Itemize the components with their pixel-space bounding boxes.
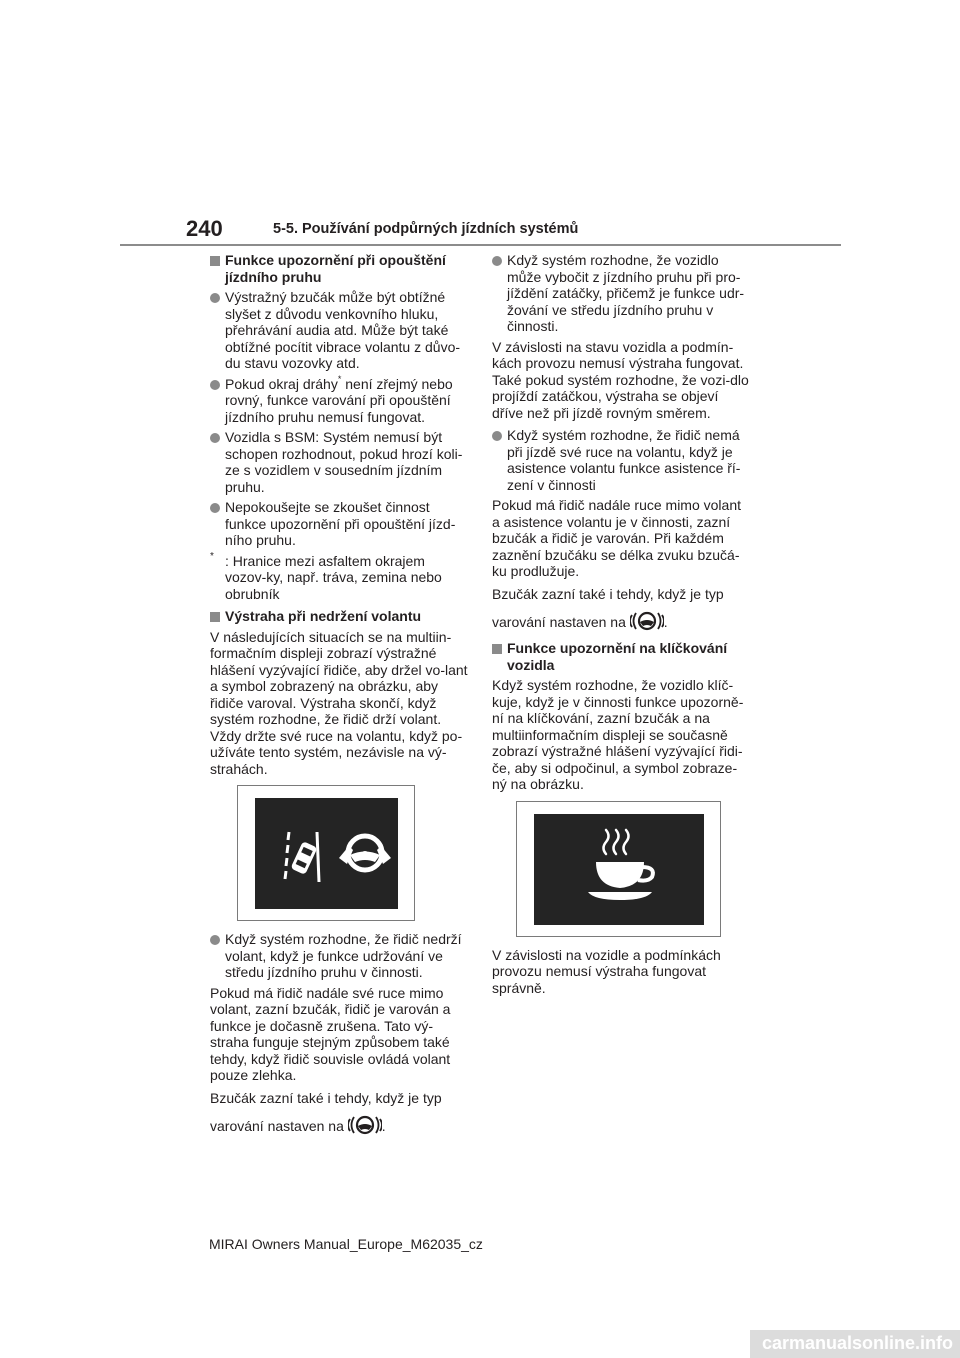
- header-rule: [120, 244, 841, 246]
- paragraph-buzzer-type: Bzučák zazní také i tehdy, když je typ: [492, 585, 724, 602]
- paragraph-hands-off-intro: V následujících situacích se na multiin-formačním displeji zobrazí výstražné hlášení vyzývající řidiče, aby držel vo-lant a symbol zobrazený na obrázku, aby řidiče varoval. Výstraha skončí, když systém rozhodne, že řidič drží volant. Vždy držte své ruce na volantu, když po-užíváte tento systém, nezávisle na vý-strahách.: [210, 628, 468, 777]
- left-column: [210, 252, 468, 1142]
- figure-rest-display: [516, 801, 721, 937]
- bullet-dot-icon: [210, 433, 220, 443]
- heading-sway-warning: Funkce upozornění na klíčkování vozidla: [492, 640, 750, 673]
- display-screen: [534, 814, 704, 925]
- steering-vibration-icon: [630, 610, 664, 632]
- paragraph-buzzer-length: Pokud má řidič nadále ruce mimo volant a asistence volantu je v činnosti, zazní bzučák a řidič je varován. Při každém zaznění bzučáku se délka zvuku bzučá-ku prodlužuje.: [492, 497, 742, 579]
- square-marker-icon: [492, 644, 502, 654]
- coffee-cup-icon: [534, 814, 704, 925]
- paragraph-warning-setting: varování nastaven na .: [210, 1114, 468, 1136]
- section-title: 5-5. Používání podpůrných jízdních systémů: [273, 221, 579, 237]
- bullet-dot-icon: [210, 293, 220, 303]
- footer-document-id: MIRAI Owners Manual_Europe_M62035_cz: [209, 1236, 483, 1252]
- steering-vibration-icon: [348, 1114, 382, 1136]
- bullet-dot-icon: [210, 935, 220, 945]
- watermark: carmanualsonline.info: [750, 1330, 960, 1358]
- paragraph-buzzer-type: Bzučák zazní také i tehdy, když je typ: [210, 1089, 442, 1106]
- heading-hands-off-warning: Výstraha při nedržení volantu: [210, 608, 468, 625]
- hands-on-wheel-icon: [335, 828, 395, 878]
- paragraph-curve-conditions: V závislosti na stavu vozidla a podmín-kách provozu nemusí výstraha fungovat. Také pokud systém rozhodne, že vozi-dlo projíždí zatáčkou, výstraha se objeví dříve než při jízdě rovným směrem.: [492, 338, 749, 421]
- paragraph-buzzer-cancel: Pokud má řidič nadále své ruce mimo volant, zazní bzučák, řidič je varován a funkce je dočasně zrušena. Tato vý-straha funguje stejným způsobem také tehdy, když řidič souvisle ovládá volant pouze zlehka.: [210, 984, 451, 1083]
- square-marker-icon: [210, 612, 220, 622]
- paragraph-sway-warning: Když systém rozhodne, že vozidlo klíč-kuje, když je v činnosti funkce upozorně-ní na klíčkování, zazní bzučák a na multiinformačním displeji se současně zobrazí výstražné hlášení vyzývající řidi-če, aby si odpočinul, a symbol zobraze-ný na obrázku.: [492, 677, 744, 792]
- paragraph-warning-setting: varování nastaven na .: [492, 610, 750, 632]
- bullet-steering-assist: Když systém rozhodne, že řidič nemá při jízdě své ruce na volantu, když je asistence volantu funkce asistence ří-zení v činnosti: [492, 427, 750, 493]
- bullet-curve-departure: Když systém rozhodne, že vozidlo může vybočit z jízdního pruhu při pro-jíždění zatáčky, přičemž je funkce udr-žování ve středu jízdního pruhu v činnosti.: [492, 252, 750, 335]
- footnote: * : Hranice mezi asfaltem okrajem vozov-ky, např. tráva, zemina nebo obrubník: [210, 550, 442, 602]
- paragraph-vehicle-conditions: V závislosti na vozidle a podmínkách provozu nemusí výstraha fungovat správně.: [492, 946, 721, 996]
- bullet-road-edge: Pokud okraj dráhy* není zřejmý nebo rovný, funkce varování při opouštění jízdního pruhu nemusí fungovat.: [210, 376, 468, 426]
- display-screen: [255, 798, 398, 909]
- bullet-buzzer-hearing: Výstražný bzučák může být obtížné slyšet z důvodu venkovního hluku, přehrávání audia atd. Může být také obtížné pocítit vibrace volantu z důvo-du stavu vozovky atd.: [210, 289, 468, 372]
- bullet-dot-icon: [492, 431, 502, 441]
- bullet-do-not-test: Nepokoušejte se zkoušet činnost funkce upozornění při opouštění jízd-ního pruhu.: [210, 499, 468, 549]
- square-marker-icon: [210, 256, 220, 266]
- right-column: [492, 252, 750, 1002]
- bullet-dot-icon: [210, 503, 220, 513]
- heading-lane-departure: Funkce upozornění při opouštění jízdního pruhu: [210, 252, 468, 285]
- bullet-hands-off-lane-centering: Když systém rozhodne, že řidič nedrží volant, když je funkce udržování ve středu jízdního pruhu v činnosti.: [210, 931, 468, 981]
- figure-hands-off-display: [237, 785, 415, 921]
- bullet-dot-icon: [492, 256, 502, 266]
- bullet-bsm: Vozidla s BSM: Systém nemusí být schopen rozhodnout, pokud hrozí koli-ze s vozidlem v sousedním jízdním pruhu.: [210, 429, 468, 495]
- page-number: 240: [186, 216, 223, 241]
- bullet-dot-icon: [210, 380, 220, 390]
- footnote-ref: *: [337, 373, 342, 384]
